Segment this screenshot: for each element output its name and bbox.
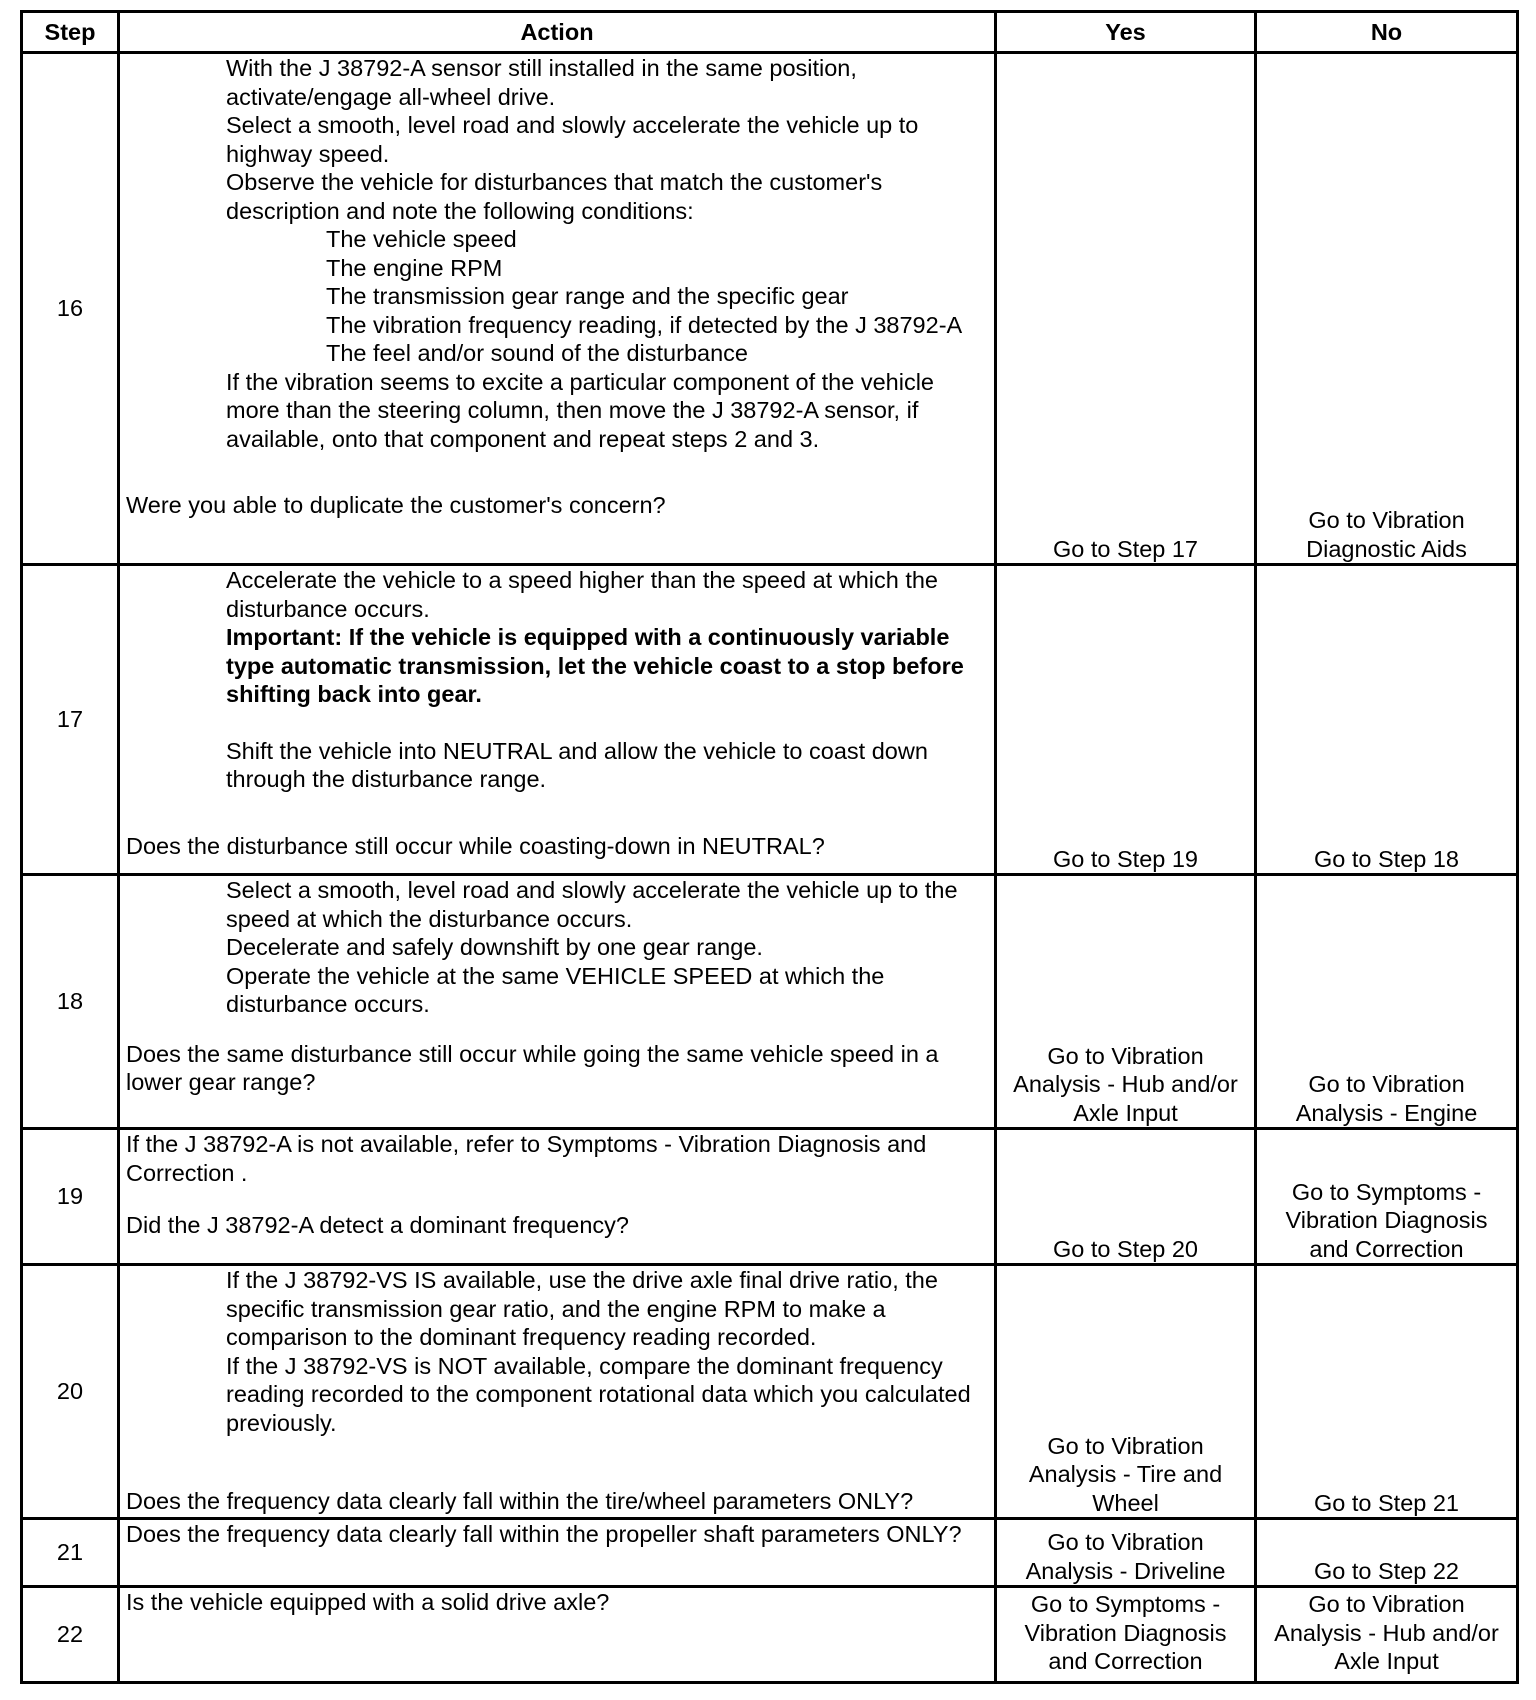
step-number: 17	[22, 565, 119, 875]
action-item: Select a smooth, level road and slowly accelerate the vehicle up to highway speed.	[226, 112, 919, 167]
action-cell	[119, 53, 996, 565]
table-row-step-18	[22, 875, 1518, 1129]
question-text: Does the frequency data clearly fall within the tire/wheel parameters ONLY?	[126, 1488, 914, 1514]
table-row-step-20	[22, 1265, 1518, 1519]
diagnostic-document	[20, 10, 1516, 1684]
action-cell	[119, 875, 996, 1129]
diagnostic-table	[20, 10, 1519, 1684]
yes-result: Go to Vibration Analysis - Tire and Wheel	[996, 1265, 1256, 1519]
action-item: Shift the vehicle into NEUTRAL and allow the vehicle to coast down through the disturbance range.	[226, 737, 928, 792]
no-result: Go to Symptoms - Vibration Diagnosis and Correction	[1256, 1129, 1518, 1265]
important-note: Important: If the vehicle is equipped with a continuously variable type automatic transmission, let the vehicle coast to a stop before shifting back into gear.	[226, 624, 964, 707]
action-cell	[119, 1129, 996, 1265]
action-item: Observe the vehicle for disturbances that match the customer's description and note the following conditions:	[226, 169, 883, 224]
action-list	[126, 876, 988, 1019]
action-cell	[119, 1587, 996, 1683]
action-list	[126, 566, 988, 794]
action-item: Accelerate the vehicle to a speed higher than the speed at which the disturbance occurs.	[226, 567, 938, 622]
question-text: Is the vehicle equipped with a solid drive axle?	[126, 1589, 610, 1615]
action-item: If the vibration seems to excite a particular component of the vehicle more than the steering column, then move the J 38792-A sensor, if available, onto that component and repeat steps 2 and 3.	[226, 368, 934, 452]
header-no: No	[1256, 12, 1518, 53]
action-cell	[119, 1519, 996, 1587]
yes-result: Go to Step 17	[996, 53, 1256, 565]
action-item: If the J 38792-VS IS available, use the drive axle final drive ratio, the specific transmission gear ratio, and the engine RPM to make a comparison to the dominant frequency reading recorded.	[226, 1267, 938, 1350]
question-text: Does the disturbance still occur while coasting-down in NEUTRAL?	[126, 832, 825, 859]
question-text: Does the same disturbance still occur while going the same vehicle speed in a lower gear range?	[126, 1040, 939, 1095]
condition-list	[126, 225, 988, 368]
table-header-row	[22, 12, 1518, 53]
table-row-step-22	[22, 1587, 1518, 1683]
no-result: Go to Step 18	[1256, 565, 1518, 875]
condition-item: The vibration frequency reading, if detected by the J 38792-A	[326, 311, 963, 338]
action-cell	[119, 1265, 996, 1519]
step-number: 20	[22, 1265, 119, 1519]
step-number: 21	[22, 1519, 119, 1587]
condition-item: The vehicle speed	[326, 226, 517, 252]
table-row-step-21	[22, 1519, 1518, 1587]
yes-result: Go to Step 20	[996, 1129, 1256, 1265]
action-item: Operate the vehicle at the same VEHICLE SPEED at which the disturbance occurs.	[226, 962, 885, 1017]
table-row-step-19	[22, 1129, 1518, 1265]
yes-result: Go to Vibration Analysis - Hub and/or Axle Input	[996, 875, 1256, 1129]
action-cell	[119, 565, 996, 875]
condition-item: The engine RPM	[326, 254, 503, 281]
header-action: Action	[119, 12, 996, 53]
no-result: Go to Vibration Diagnostic Aids	[1256, 53, 1518, 565]
step-number: 19	[22, 1129, 119, 1265]
step-number: 18	[22, 875, 119, 1129]
no-result: Go to Step 21	[1256, 1265, 1518, 1519]
question-text: Does the frequency data clearly fall within the propeller shaft parameters ONLY?	[126, 1521, 962, 1547]
action-list	[126, 368, 988, 454]
action-item: Decelerate and safely downshift by one gear range.	[226, 934, 763, 960]
action-list	[126, 54, 988, 225]
no-result: Go to Vibration Analysis - Engine	[1256, 875, 1518, 1129]
action-list	[126, 1266, 988, 1437]
question-text: Were you able to duplicate the customer's concern?	[126, 492, 666, 518]
action-item: Select a smooth, level road and slowly accelerate the vehicle up to the speed at which the disturbance occurs.	[226, 877, 958, 932]
condition-item: The transmission gear range and the specific gear	[326, 283, 849, 309]
note-text: If the J 38792-A is not available, refer to Symptoms - Vibration Diagnosis and Correction .	[126, 1131, 927, 1186]
table-row-step-16	[22, 53, 1518, 565]
table-row-step-17	[22, 565, 1518, 875]
action-item: With the J 38792-A sensor still installed in the same position, activate/engage all-wheel drive.	[226, 55, 857, 110]
step-number: 22	[22, 1587, 119, 1683]
header-yes: Yes	[996, 12, 1256, 53]
no-result: Go to Vibration Analysis - Hub and/or Axle Input	[1256, 1587, 1518, 1683]
action-item: If the J 38792-VS is NOT available, compare the dominant frequency reading recorded to the component rotational data which you calculated previously.	[226, 1352, 971, 1436]
header-step: Step	[22, 12, 119, 53]
question-text: Did the J 38792-A detect a dominant frequency?	[126, 1212, 629, 1238]
yes-result: Go to Symptoms - Vibration Diagnosis and Correction	[996, 1587, 1256, 1683]
step-number: 16	[22, 53, 119, 565]
yes-result: Go to Vibration Analysis - Driveline	[996, 1519, 1256, 1587]
condition-item: The feel and/or sound of the disturbance	[326, 340, 748, 366]
yes-result: Go to Step 19	[996, 565, 1256, 875]
no-result: Go to Step 22	[1256, 1519, 1518, 1587]
